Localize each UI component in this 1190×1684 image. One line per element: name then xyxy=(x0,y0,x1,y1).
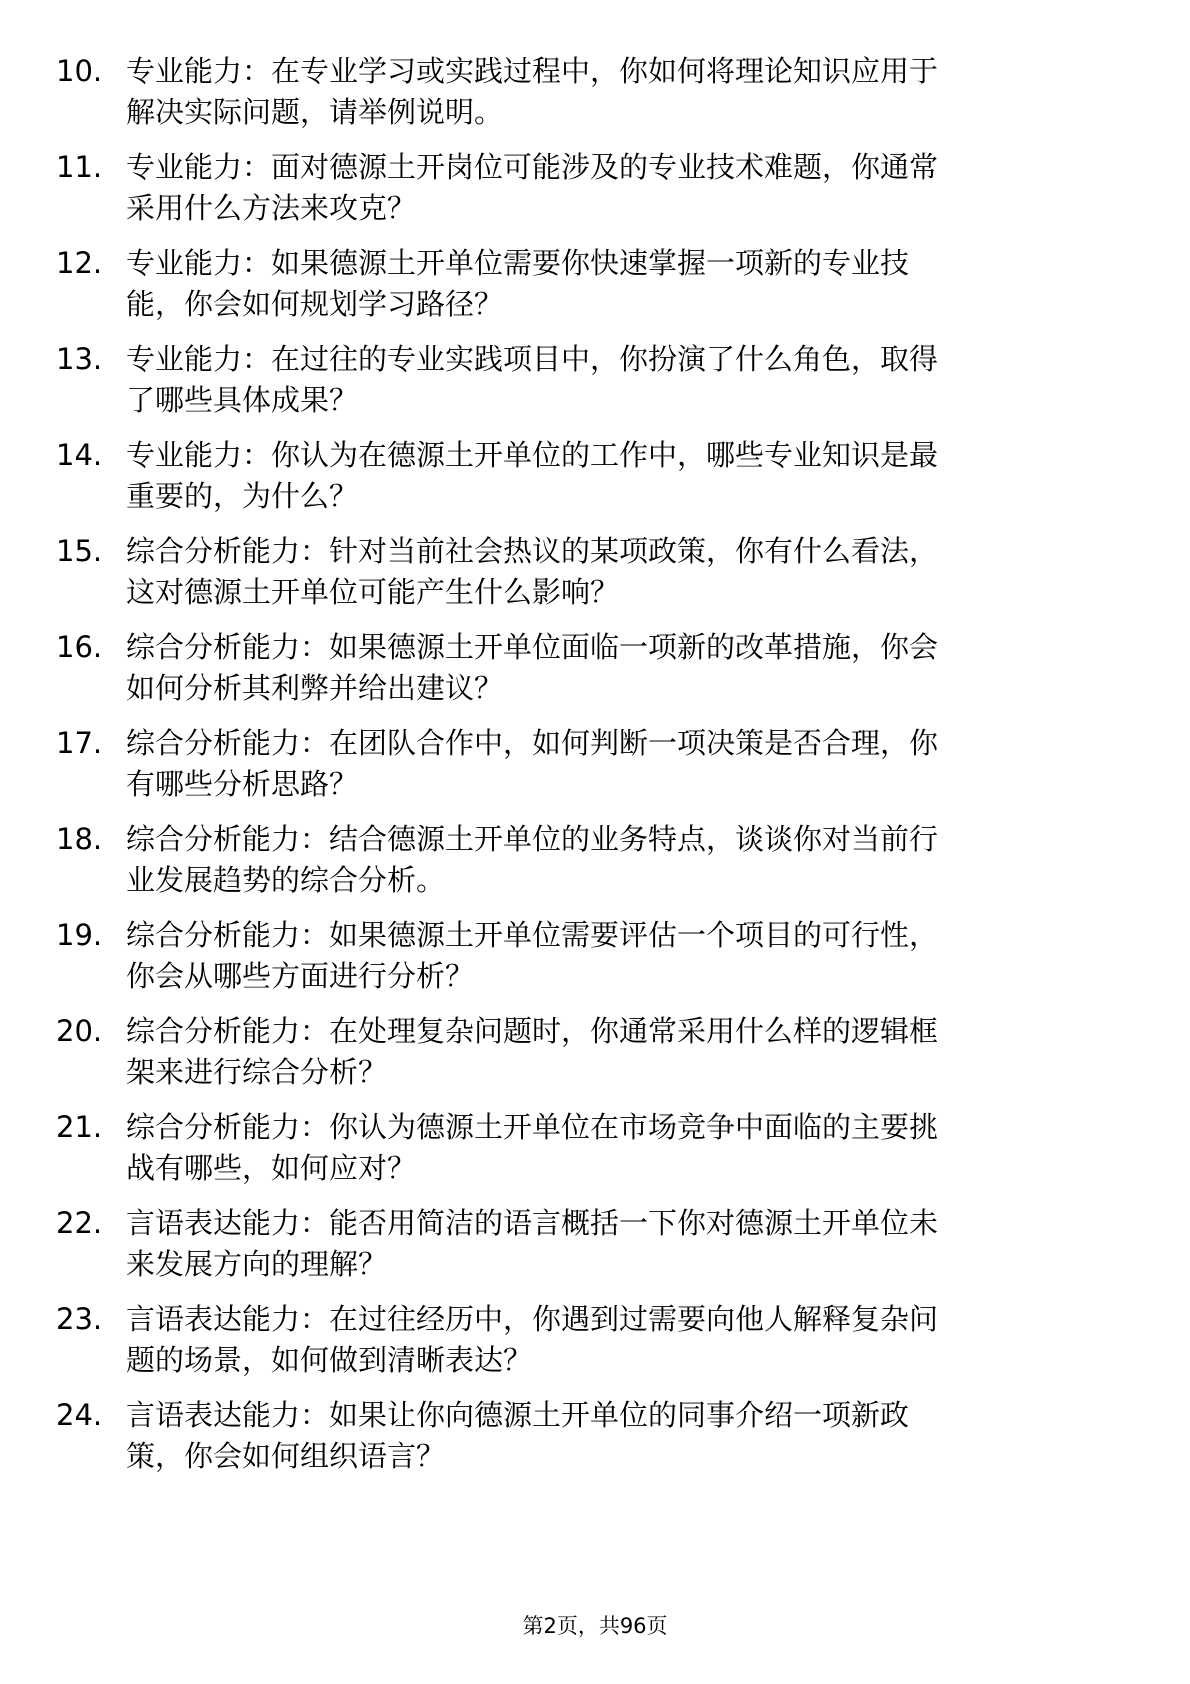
question-text xyxy=(126,819,1106,901)
question-item xyxy=(0,147,1190,243)
question-item xyxy=(0,1395,1190,1491)
question-text-line: 能，你会如何规划学习路径？ xyxy=(126,287,504,321)
question-text-line: 言语表达能力：如果让你向德源土开单位的同事介绍一项新政 xyxy=(126,1398,910,1432)
question-text-line: 如何分析其利弊并给出建议？ xyxy=(126,671,504,705)
question-item xyxy=(0,627,1190,723)
question-number: 13. xyxy=(56,342,103,376)
question-number: 17. xyxy=(56,726,103,760)
question-text-line: 综合分析能力：如果德源土开单位需要评估一个项目的可行性， xyxy=(126,918,939,952)
question-number: 23. xyxy=(56,1302,103,1336)
question-text-line: 专业能力：面对德源土开岗位可能涉及的专业技术难题，你通常 xyxy=(126,150,939,184)
question-item xyxy=(0,1107,1190,1203)
question-item xyxy=(0,51,1190,147)
question-item xyxy=(0,339,1190,435)
page-footer: 第2页，共96页 xyxy=(522,1614,668,1638)
question-text-line: 专业能力：你认为在德源土开单位的工作中，哪些专业知识是最 xyxy=(126,438,939,472)
question-text-line: 综合分析能力：结合德源土开单位的业务特点，谈谈你对当前行 xyxy=(126,822,939,856)
question-text-line: 战有哪些，如何应对？ xyxy=(126,1151,417,1185)
question-text-line: 题的场景，如何做到清晰表达？ xyxy=(126,1343,533,1377)
question-text-line: 这对德源土开单位可能产生什么影响？ xyxy=(126,575,620,609)
question-text-line: 言语表达能力：在过往经历中，你遇到过需要向他人解释复杂问 xyxy=(126,1302,939,1336)
question-number: 22. xyxy=(56,1206,103,1240)
question-text-line: 来发展方向的理解？ xyxy=(126,1247,388,1281)
question-text xyxy=(126,51,1106,133)
question-number: 11. xyxy=(56,150,103,184)
question-text-line: 采用什么方法来攻克？ xyxy=(126,191,417,225)
question-number: 18. xyxy=(56,822,103,856)
question-text xyxy=(126,1011,1106,1093)
question-item xyxy=(0,723,1190,819)
question-text xyxy=(126,1299,1106,1381)
question-text-line: 业发展趋势的综合分析。 xyxy=(126,863,446,897)
question-text-line: 架来进行综合分析？ xyxy=(126,1055,388,1089)
question-number: 14. xyxy=(56,438,103,472)
question-item xyxy=(0,1011,1190,1107)
question-text-line: 综合分析能力：如果德源土开单位面临一项新的改革措施，你会 xyxy=(126,630,939,664)
question-number: 19. xyxy=(56,918,103,952)
question-text-line: 重要的，为什么？ xyxy=(126,479,359,513)
question-item xyxy=(0,915,1190,1011)
question-text-line: 专业能力：在过往的专业实践项目中，你扮演了什么角色，取得 xyxy=(126,342,939,376)
question-text xyxy=(126,915,1106,997)
question-text-line: 言语表达能力：能否用简洁的语言概括一下你对德源土开单位未 xyxy=(126,1206,939,1240)
question-text-line: 了哪些具体成果？ xyxy=(126,383,359,417)
question-text-line: 策，你会如何组织语言？ xyxy=(126,1439,446,1473)
question-text-line: 你会从哪些方面进行分析？ xyxy=(126,959,475,993)
question-text xyxy=(126,1203,1106,1285)
question-text xyxy=(126,531,1106,613)
question-text-line: 综合分析能力：在处理复杂问题时，你通常采用什么样的逻辑框 xyxy=(126,1014,939,1048)
question-text-line: 解决实际问题，请举例说明。 xyxy=(126,95,504,129)
question-text xyxy=(126,1107,1106,1189)
question-number: 15. xyxy=(56,534,103,568)
question-text xyxy=(126,339,1106,421)
question-list xyxy=(0,51,1190,1491)
question-text xyxy=(126,723,1106,805)
question-text xyxy=(126,435,1106,517)
question-text-line: 综合分析能力：在团队合作中，如何判断一项决策是否合理，你 xyxy=(126,726,939,760)
question-text xyxy=(126,1395,1106,1477)
question-item xyxy=(0,1203,1190,1299)
question-number: 21. xyxy=(56,1110,103,1144)
question-text-line: 有哪些分析思路？ xyxy=(126,767,359,801)
question-item xyxy=(0,1299,1190,1395)
question-text-line: 综合分析能力：针对当前社会热议的某项政策，你有什么看法， xyxy=(126,534,939,568)
question-text-line: 专业能力：如果德源土开单位需要你快速掌握一项新的专业技 xyxy=(126,246,910,280)
question-text-line: 专业能力：在专业学习或实践过程中，你如何将理论知识应用于 xyxy=(126,54,939,88)
question-text xyxy=(126,243,1106,325)
question-number: 10. xyxy=(56,54,103,88)
question-item xyxy=(0,435,1190,531)
question-text-line: 综合分析能力：你认为德源土开单位在市场竞争中面临的主要挑 xyxy=(126,1110,939,1144)
question-item xyxy=(0,531,1190,627)
question-number: 12. xyxy=(56,246,103,280)
question-number: 16. xyxy=(56,630,103,664)
question-number: 24. xyxy=(56,1398,103,1432)
question-text xyxy=(126,147,1106,229)
question-number: 20. xyxy=(56,1014,103,1048)
question-text xyxy=(126,627,1106,709)
question-item xyxy=(0,243,1190,339)
question-item xyxy=(0,819,1190,915)
